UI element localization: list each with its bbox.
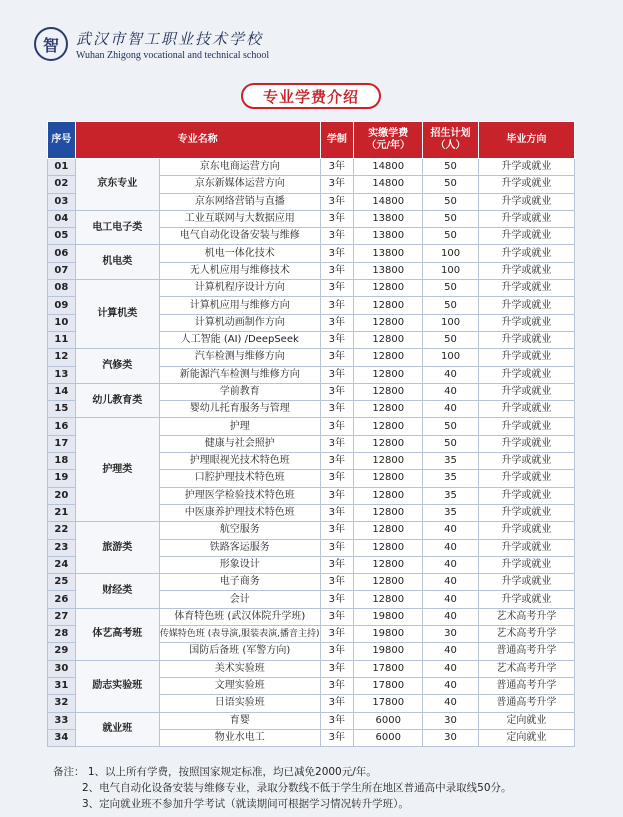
cell-enroll: 40 <box>423 366 478 383</box>
header-tuition: 实缴学费 （元/年） <box>354 122 423 159</box>
cell-major: 计算机应用与维修方向 <box>159 297 320 314</box>
cell-duration: 3年 <box>320 280 354 297</box>
cell-enroll: 35 <box>423 504 478 521</box>
cell-seq: 28 <box>48 626 76 643</box>
cell-tuition: 12800 <box>354 470 423 487</box>
cell-duration: 3年 <box>320 159 354 176</box>
cell-enroll: 40 <box>423 556 478 573</box>
cell-enroll: 40 <box>423 643 478 660</box>
cell-enroll: 50 <box>423 418 478 435</box>
cell-seq: 06 <box>48 245 76 262</box>
cell-major: 新能源汽车检测与维修方向 <box>159 366 320 383</box>
cell-category: 京东专业 <box>75 159 159 211</box>
cell-direction: 升学或就业 <box>478 504 574 521</box>
table-header-row <box>48 122 575 159</box>
cell-duration: 3年 <box>320 262 354 279</box>
cell-enroll: 50 <box>423 297 478 314</box>
cell-seq: 30 <box>48 660 76 677</box>
table-row <box>48 418 575 435</box>
cell-seq: 31 <box>48 677 76 694</box>
cell-direction: 升学或就业 <box>478 470 574 487</box>
cell-enroll: 100 <box>423 349 478 366</box>
note-item: 备注： 1、以上所有学费，按照国家规定标准，均已减免2000元/年。 <box>53 766 377 778</box>
cell-category: 护理类 <box>75 418 159 522</box>
cell-direction: 升学或就业 <box>478 176 574 193</box>
cell-major: 计算机程序设计方向 <box>159 280 320 297</box>
cell-direction: 定向就业 <box>478 729 574 746</box>
cell-major: 国防后备班 (军警方向) <box>159 643 320 660</box>
cell-enroll: 35 <box>423 487 478 504</box>
cell-seq: 15 <box>48 401 76 418</box>
cell-seq: 11 <box>48 331 76 348</box>
cell-tuition: 12800 <box>354 366 423 383</box>
cell-enroll: 40 <box>423 608 478 625</box>
cell-direction: 升学或就业 <box>478 487 574 504</box>
cell-seq: 17 <box>48 435 76 452</box>
cell-duration: 3年 <box>320 210 354 227</box>
cell-direction: 升学或就业 <box>478 366 574 383</box>
cell-enroll: 50 <box>423 435 478 452</box>
school-logo-icon <box>34 27 68 61</box>
cell-major: 汽车检测与维修方向 <box>159 349 320 366</box>
cell-direction: 升学或就业 <box>478 245 574 262</box>
table-row <box>48 210 575 227</box>
note-item: 2、电气自动化设备安装与维修专业，录取分数线不低于学生所在地区普通高中录取线50分。 <box>82 782 512 794</box>
cell-seq: 04 <box>48 210 76 227</box>
cell-tuition: 12800 <box>354 280 423 297</box>
cell-duration: 3年 <box>320 193 354 210</box>
cell-duration: 3年 <box>320 660 354 677</box>
cell-enroll: 40 <box>423 677 478 694</box>
cell-direction: 普通高考升学 <box>478 643 574 660</box>
cell-tuition: 19800 <box>354 608 423 625</box>
header-seq: 序号 <box>48 122 76 159</box>
cell-tuition: 12800 <box>354 539 423 556</box>
cell-major: 计算机动画制作方向 <box>159 314 320 331</box>
table-row <box>48 245 575 262</box>
header-direction: 毕业方向 <box>478 122 574 159</box>
cell-major: 育婴 <box>159 712 320 729</box>
cell-seq: 26 <box>48 591 76 608</box>
cell-direction: 升学或就业 <box>478 522 574 539</box>
cell-major: 电子商务 <box>159 574 320 591</box>
table-row <box>48 280 575 297</box>
cell-seq: 24 <box>48 556 76 573</box>
cell-tuition: 12800 <box>354 574 423 591</box>
cell-enroll: 40 <box>423 695 478 712</box>
cell-enroll: 40 <box>423 383 478 400</box>
cell-tuition: 17800 <box>354 695 423 712</box>
cell-major: 体育特色班 (武汉体院升学班) <box>159 608 320 625</box>
cell-duration: 3年 <box>320 522 354 539</box>
cell-duration: 3年 <box>320 349 354 366</box>
cell-major: 物业水电工 <box>159 729 320 746</box>
table-row <box>48 712 575 729</box>
cell-enroll: 100 <box>423 262 478 279</box>
cell-duration: 3年 <box>320 729 354 746</box>
cell-duration: 3年 <box>320 228 354 245</box>
cell-seq: 10 <box>48 314 76 331</box>
cell-tuition: 12800 <box>354 522 423 539</box>
cell-major: 中医康养护理技术特色班 <box>159 504 320 521</box>
table-row <box>48 159 575 176</box>
cell-major: 口腔护理技术特色班 <box>159 470 320 487</box>
cell-category: 旅游类 <box>75 522 159 574</box>
cell-enroll: 40 <box>423 660 478 677</box>
cell-direction: 升学或就业 <box>478 591 574 608</box>
cell-direction: 升学或就业 <box>478 418 574 435</box>
cell-tuition: 12800 <box>354 383 423 400</box>
cell-seq: 09 <box>48 297 76 314</box>
cell-direction: 升学或就业 <box>478 159 574 176</box>
cell-category: 财经类 <box>75 574 159 609</box>
cell-duration: 3年 <box>320 574 354 591</box>
cell-category: 计算机类 <box>75 280 159 349</box>
cell-enroll: 30 <box>423 712 478 729</box>
cell-tuition: 12800 <box>354 297 423 314</box>
cell-category: 就业班 <box>75 712 159 747</box>
cell-duration: 3年 <box>320 539 354 556</box>
cell-duration: 3年 <box>320 712 354 729</box>
table-row <box>48 349 575 366</box>
cell-major: 文理实验班 <box>159 677 320 694</box>
cell-direction: 升学或就业 <box>478 262 574 279</box>
cell-duration: 3年 <box>320 608 354 625</box>
cell-major: 健康与社会照护 <box>159 435 320 452</box>
cell-duration: 3年 <box>320 401 354 418</box>
cell-major: 航空服务 <box>159 522 320 539</box>
cell-direction: 升学或就业 <box>478 314 574 331</box>
notes <box>53 764 512 812</box>
cell-direction: 艺术高考升学 <box>478 608 574 625</box>
cell-tuition: 12800 <box>354 453 423 470</box>
table-row <box>48 522 575 539</box>
cell-direction: 升学或就业 <box>478 539 574 556</box>
cell-duration: 3年 <box>320 695 354 712</box>
cell-seq: 29 <box>48 643 76 660</box>
cell-tuition: 14800 <box>354 193 423 210</box>
cell-major: 护理医学检验技术特色班 <box>159 487 320 504</box>
cell-tuition: 12800 <box>354 349 423 366</box>
cell-duration: 3年 <box>320 470 354 487</box>
table-row <box>48 608 575 625</box>
cell-direction: 升学或就业 <box>478 574 574 591</box>
cell-enroll: 35 <box>423 453 478 470</box>
cell-duration: 3年 <box>320 314 354 331</box>
cell-enroll: 50 <box>423 193 478 210</box>
cell-enroll: 40 <box>423 522 478 539</box>
cell-seq: 34 <box>48 729 76 746</box>
header-enroll: 招生计划 （人） <box>423 122 478 159</box>
cell-major: 工业互联网与大数据应用 <box>159 210 320 227</box>
cell-major: 婴幼儿托育服务与管理 <box>159 401 320 418</box>
school-header <box>34 24 269 64</box>
cell-enroll: 30 <box>423 626 478 643</box>
cell-seq: 07 <box>48 262 76 279</box>
cell-category: 幼儿教育类 <box>75 383 159 418</box>
cell-tuition: 12800 <box>354 314 423 331</box>
cell-enroll: 40 <box>423 574 478 591</box>
cell-seq: 20 <box>48 487 76 504</box>
cell-tuition: 6000 <box>354 729 423 746</box>
cell-tuition: 14800 <box>354 159 423 176</box>
cell-direction: 升学或就业 <box>478 297 574 314</box>
cell-direction: 艺术高考升学 <box>478 626 574 643</box>
cell-direction: 升学或就业 <box>478 210 574 227</box>
cell-seq: 08 <box>48 280 76 297</box>
cell-enroll: 40 <box>423 401 478 418</box>
cell-duration: 3年 <box>320 453 354 470</box>
cell-direction: 升学或就业 <box>478 401 574 418</box>
cell-enroll: 40 <box>423 539 478 556</box>
cell-direction: 普通高考升学 <box>478 695 574 712</box>
header-duration: 学制 <box>320 122 354 159</box>
cell-major: 铁路客运服务 <box>159 539 320 556</box>
cell-duration: 3年 <box>320 176 354 193</box>
cell-enroll: 50 <box>423 280 478 297</box>
cell-duration: 3年 <box>320 556 354 573</box>
cell-seq: 21 <box>48 504 76 521</box>
cell-tuition: 6000 <box>354 712 423 729</box>
cell-category: 机电类 <box>75 245 159 280</box>
cell-enroll: 100 <box>423 245 478 262</box>
cell-tuition: 12800 <box>354 591 423 608</box>
cell-seq: 16 <box>48 418 76 435</box>
cell-enroll: 50 <box>423 176 478 193</box>
cell-duration: 3年 <box>320 383 354 400</box>
cell-duration: 3年 <box>320 418 354 435</box>
cell-tuition: 12800 <box>354 487 423 504</box>
tuition-table <box>47 121 575 747</box>
cell-duration: 3年 <box>320 504 354 521</box>
cell-enroll: 50 <box>423 159 478 176</box>
cell-major: 护理眼视光技术特色班 <box>159 453 320 470</box>
cell-duration: 3年 <box>320 366 354 383</box>
cell-direction: 升学或就业 <box>478 193 574 210</box>
cell-tuition: 19800 <box>354 643 423 660</box>
cell-duration: 3年 <box>320 331 354 348</box>
cell-enroll: 50 <box>423 228 478 245</box>
school-name <box>76 28 269 61</box>
table-row <box>48 574 575 591</box>
cell-seq: 03 <box>48 193 76 210</box>
cell-major: 传媒特色班 (表导演,服装表演,播音主持) <box>159 626 320 643</box>
cell-seq: 05 <box>48 228 76 245</box>
cell-enroll: 30 <box>423 729 478 746</box>
cell-tuition: 17800 <box>354 677 423 694</box>
cell-tuition: 12800 <box>354 556 423 573</box>
cell-tuition: 13800 <box>354 262 423 279</box>
cell-tuition: 14800 <box>354 176 423 193</box>
cell-tuition: 12800 <box>354 331 423 348</box>
page-title-badge <box>241 83 381 109</box>
cell-major: 学前教育 <box>159 383 320 400</box>
cell-seq: 23 <box>48 539 76 556</box>
cell-enroll: 50 <box>423 331 478 348</box>
cell-major: 京东网络营销与直播 <box>159 193 320 210</box>
cell-seq: 32 <box>48 695 76 712</box>
cell-tuition: 17800 <box>354 660 423 677</box>
cell-direction: 艺术高考升学 <box>478 660 574 677</box>
cell-major: 形象设计 <box>159 556 320 573</box>
cell-seq: 01 <box>48 159 76 176</box>
cell-direction: 定向就业 <box>478 712 574 729</box>
cell-seq: 27 <box>48 608 76 625</box>
table-row <box>48 383 575 400</box>
cell-major: 美术实验班 <box>159 660 320 677</box>
cell-category: 励志实验班 <box>75 660 159 712</box>
cell-enroll: 40 <box>423 591 478 608</box>
cell-seq: 33 <box>48 712 76 729</box>
cell-major: 电气自动化设备安装与维修 <box>159 228 320 245</box>
cell-direction: 升学或就业 <box>478 556 574 573</box>
cell-major: 京东电商运营方向 <box>159 159 320 176</box>
cell-tuition: 12800 <box>354 435 423 452</box>
cell-seq: 12 <box>48 349 76 366</box>
cell-category: 体艺高考班 <box>75 608 159 660</box>
logo-text: 智 <box>42 35 59 55</box>
cell-tuition: 13800 <box>354 210 423 227</box>
cell-tuition: 12800 <box>354 504 423 521</box>
school-name-cn: 武汉市智工职业技术学校 <box>76 29 264 48</box>
cell-category: 电工电子类 <box>75 210 159 245</box>
cell-direction: 升学或就业 <box>478 383 574 400</box>
cell-direction: 升学或就业 <box>478 349 574 366</box>
cell-direction: 升学或就业 <box>478 280 574 297</box>
table-body <box>48 159 575 747</box>
cell-category: 汽修类 <box>75 349 159 384</box>
cell-seq: 25 <box>48 574 76 591</box>
cell-major: 无人机应用与维修技术 <box>159 262 320 279</box>
header-major: 专业名称 <box>75 122 320 159</box>
cell-direction: 普通高考升学 <box>478 677 574 694</box>
cell-seq: 14 <box>48 383 76 400</box>
cell-major: 机电一体化技术 <box>159 245 320 262</box>
cell-seq: 22 <box>48 522 76 539</box>
cell-seq: 19 <box>48 470 76 487</box>
cell-duration: 3年 <box>320 591 354 608</box>
cell-duration: 3年 <box>320 487 354 504</box>
cell-enroll: 35 <box>423 470 478 487</box>
cell-direction: 升学或就业 <box>478 228 574 245</box>
cell-enroll: 50 <box>423 210 478 227</box>
cell-tuition: 19800 <box>354 626 423 643</box>
page-title: 专业学费介绍 <box>262 87 359 106</box>
cell-major: 日语实验班 <box>159 695 320 712</box>
cell-duration: 3年 <box>320 626 354 643</box>
cell-duration: 3年 <box>320 435 354 452</box>
cell-duration: 3年 <box>320 297 354 314</box>
cell-direction: 升学或就业 <box>478 435 574 452</box>
cell-tuition: 13800 <box>354 228 423 245</box>
note-item: 3、定向就业班不参加升学考试（就读期间可根据学习情况转升学班）。 <box>82 798 409 810</box>
cell-duration: 3年 <box>320 245 354 262</box>
cell-duration: 3年 <box>320 643 354 660</box>
cell-tuition: 12800 <box>354 418 423 435</box>
cell-tuition: 12800 <box>354 401 423 418</box>
cell-direction: 升学或就业 <box>478 453 574 470</box>
cell-seq: 13 <box>48 366 76 383</box>
cell-seq: 18 <box>48 453 76 470</box>
cell-tuition: 13800 <box>354 245 423 262</box>
cell-major: 人工智能 (AI) /DeepSeek <box>159 331 320 348</box>
school-name-en: Wuhan Zhigong vocational and technical school <box>76 49 270 61</box>
cell-duration: 3年 <box>320 677 354 694</box>
cell-major: 会计 <box>159 591 320 608</box>
cell-enroll: 100 <box>423 314 478 331</box>
table-row <box>48 660 575 677</box>
cell-seq: 02 <box>48 176 76 193</box>
cell-major: 京东新媒体运营方向 <box>159 176 320 193</box>
cell-major: 护理 <box>159 418 320 435</box>
cell-direction: 升学或就业 <box>478 331 574 348</box>
